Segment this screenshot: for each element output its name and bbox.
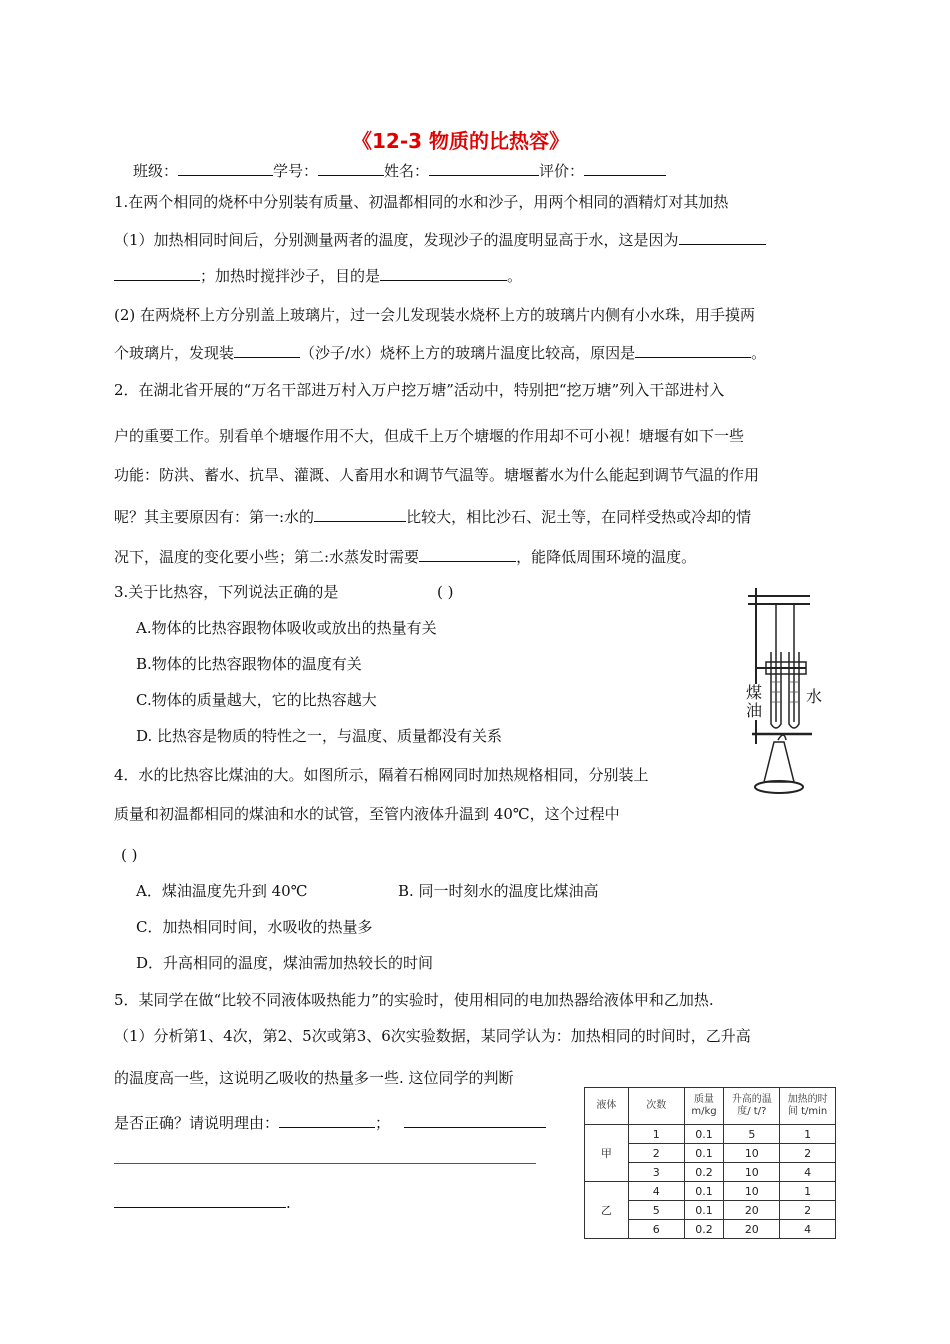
student-no-label: 学号： <box>273 162 319 180</box>
table-row: 6 0.2 20 4 <box>585 1220 836 1239</box>
header-trial: 次数 <box>628 1088 684 1125</box>
q4-line1: 4．水的比热容比煤油的大。如图所示，隔着石棉网同时加热规格相同，分别装上 <box>114 766 649 784</box>
q3-option-c[interactable]: C.物体的质量越大，它的比热容越大 <box>136 691 377 709</box>
q2-line5: 况下，温度的变化要小些；第二:水蒸发时需要 ，能降低周围环境的温度。 <box>114 548 697 566</box>
header-heat-time: 加热的时 间 t/min <box>780 1088 836 1125</box>
q5-stem: 5．某同学在做“比较不同液体吸热能力”的实验时，使用相同的电加热器给液体甲和乙加热. <box>114 991 714 1009</box>
liquid-yi: 乙 <box>585 1182 629 1239</box>
page-title: 《12-3 物质的比热容》 <box>352 129 570 153</box>
q5-answer-line-1[interactable] <box>114 1162 536 1164</box>
q1-part2-line1: (2) 在两烧杯上方分别盖上玻璃片，过一会儿发现装水烧杯上方的玻璃片内侧有小水珠，用手摸两 <box>114 306 756 324</box>
q1-part1-line1: （1）加热相同时间后，分别测量两者的温度，发现沙子的温度明显高于水，这是因为 <box>114 229 766 250</box>
q5-judgement-blank[interactable] <box>279 1112 375 1128</box>
header-temp-rise: 升高的温 度/ t/? <box>724 1088 780 1125</box>
q5-part1-line1: （1）分析第1、4次，第2、5次或第3、6次实验数据，某同学认为：加热相同的时间时，乙升高 <box>114 1027 751 1045</box>
q3-stem: 3.关于比热容，下列说法正确的是 <box>114 583 339 601</box>
q4-option-a[interactable]: A．煤油温度先升到 40℃ <box>136 882 308 900</box>
q2-line4: 呢？其主要原因有：第一:水的 比较大，相比沙石、泥土等，在同样受热或冷却的情 <box>114 508 752 526</box>
table-header-row <box>585 1088 836 1125</box>
table-row: 乙 4 0.1 10 1 <box>585 1182 836 1201</box>
table-row: 5 0.1 20 2 <box>585 1201 836 1220</box>
liquid-jia: 甲 <box>585 1125 629 1182</box>
q1-cause-blank[interactable] <box>635 342 751 358</box>
table-row: 甲 1 0.1 5 1 <box>585 1125 836 1144</box>
apparatus-figure <box>738 582 830 802</box>
q4-option-d[interactable]: D．升高相同的温度，煤油需加热较长的时间 <box>136 954 434 972</box>
q4-line2: 质量和初温都相同的煤油和水的试管，至管内液体升温到 40℃，这个过程中 <box>114 805 620 823</box>
q3-option-d[interactable]: D. 比热容是物质的特性之一，与温度、质量都没有关系 <box>136 727 503 745</box>
class-label: 班级： <box>133 162 179 180</box>
q2-line1: 2．在湖北省开展的“万名干部进万村入万户挖万塘”活动中，特别把“挖万塘”列入干部进村入 <box>114 381 725 399</box>
q1-stir-purpose-blank[interactable] <box>380 265 507 281</box>
q4-option-b[interactable]: B. 同一时刻水的温度比煤油高 <box>398 882 599 900</box>
header-row <box>133 160 666 181</box>
class-field[interactable] <box>178 160 273 176</box>
q1-reason-blank[interactable] <box>679 229 766 245</box>
q2-line2: 户的重要工作。别看单个塘堰作用不大，但成千上万个塘堰的作用却不可小视！塘堰有如下一些 <box>114 427 745 445</box>
q4-answer-paren[interactable]: ( ) <box>121 846 138 864</box>
q5-answer-line-2: . <box>114 1192 291 1213</box>
q2-line3: 功能：防洪、蓄水、抗旱、灌溉、人畜用水和调节气温等。塘堰蓄水为什么能起到调节气温的作用 <box>114 466 760 484</box>
header-liquid: 液体 <box>585 1088 629 1125</box>
q3-option-b[interactable]: B.物体的比热容跟物体的温度有关 <box>136 655 362 673</box>
q1-part1-line2: ；加热时搅拌沙子，目的是 。 <box>114 265 522 286</box>
q1-sand-water-blank[interactable] <box>234 342 300 358</box>
q5-reason-blank[interactable] <box>404 1112 546 1128</box>
q4-option-c[interactable]: C．加热相同时间，水吸收的热量多 <box>136 918 373 936</box>
q1-stem: 1.在两个相同的烧杯中分别装有质量、初温都相同的水和沙子，用两个相同的酒精灯对其加热 <box>114 193 729 211</box>
table-row: 2 0.1 10 2 <box>585 1144 836 1163</box>
q1-part2-line2: 个玻璃片，发现装 （沙子/水）烧杯上方的玻璃片温度比较高，原因是 。 <box>114 344 767 362</box>
header-mass: 质量 m/kg <box>684 1088 724 1125</box>
q1-reason-blank-cont[interactable] <box>114 265 200 281</box>
q2-property-blank[interactable] <box>314 506 406 522</box>
q5-part1-line2: 的温度高一些，这说明乙吸收的热量多一些. 这位同学的判断 <box>114 1069 514 1087</box>
q3-option-a[interactable]: A.物体的比热容跟物体吸收或放出的热量有关 <box>136 619 437 637</box>
name-label: 姓名： <box>384 162 430 180</box>
table-row: 3 0.2 10 4 <box>585 1163 836 1182</box>
grade-label: 评价： <box>539 162 585 180</box>
experiment-table-wrap <box>584 1087 836 1239</box>
q5-part1-line3: 是否正确？请说明理由： ； <box>114 1112 546 1133</box>
student-no-field[interactable] <box>318 160 384 176</box>
experiment-data-table <box>584 1087 836 1239</box>
q2-evaporation-blank[interactable] <box>419 546 516 562</box>
label-kerosene: 煤油 <box>746 683 763 720</box>
label-water: 水 <box>806 684 822 707</box>
q3-answer-paren[interactable]: ( ) <box>437 583 454 601</box>
name-field[interactable] <box>429 160 539 176</box>
grade-field[interactable] <box>584 160 666 176</box>
